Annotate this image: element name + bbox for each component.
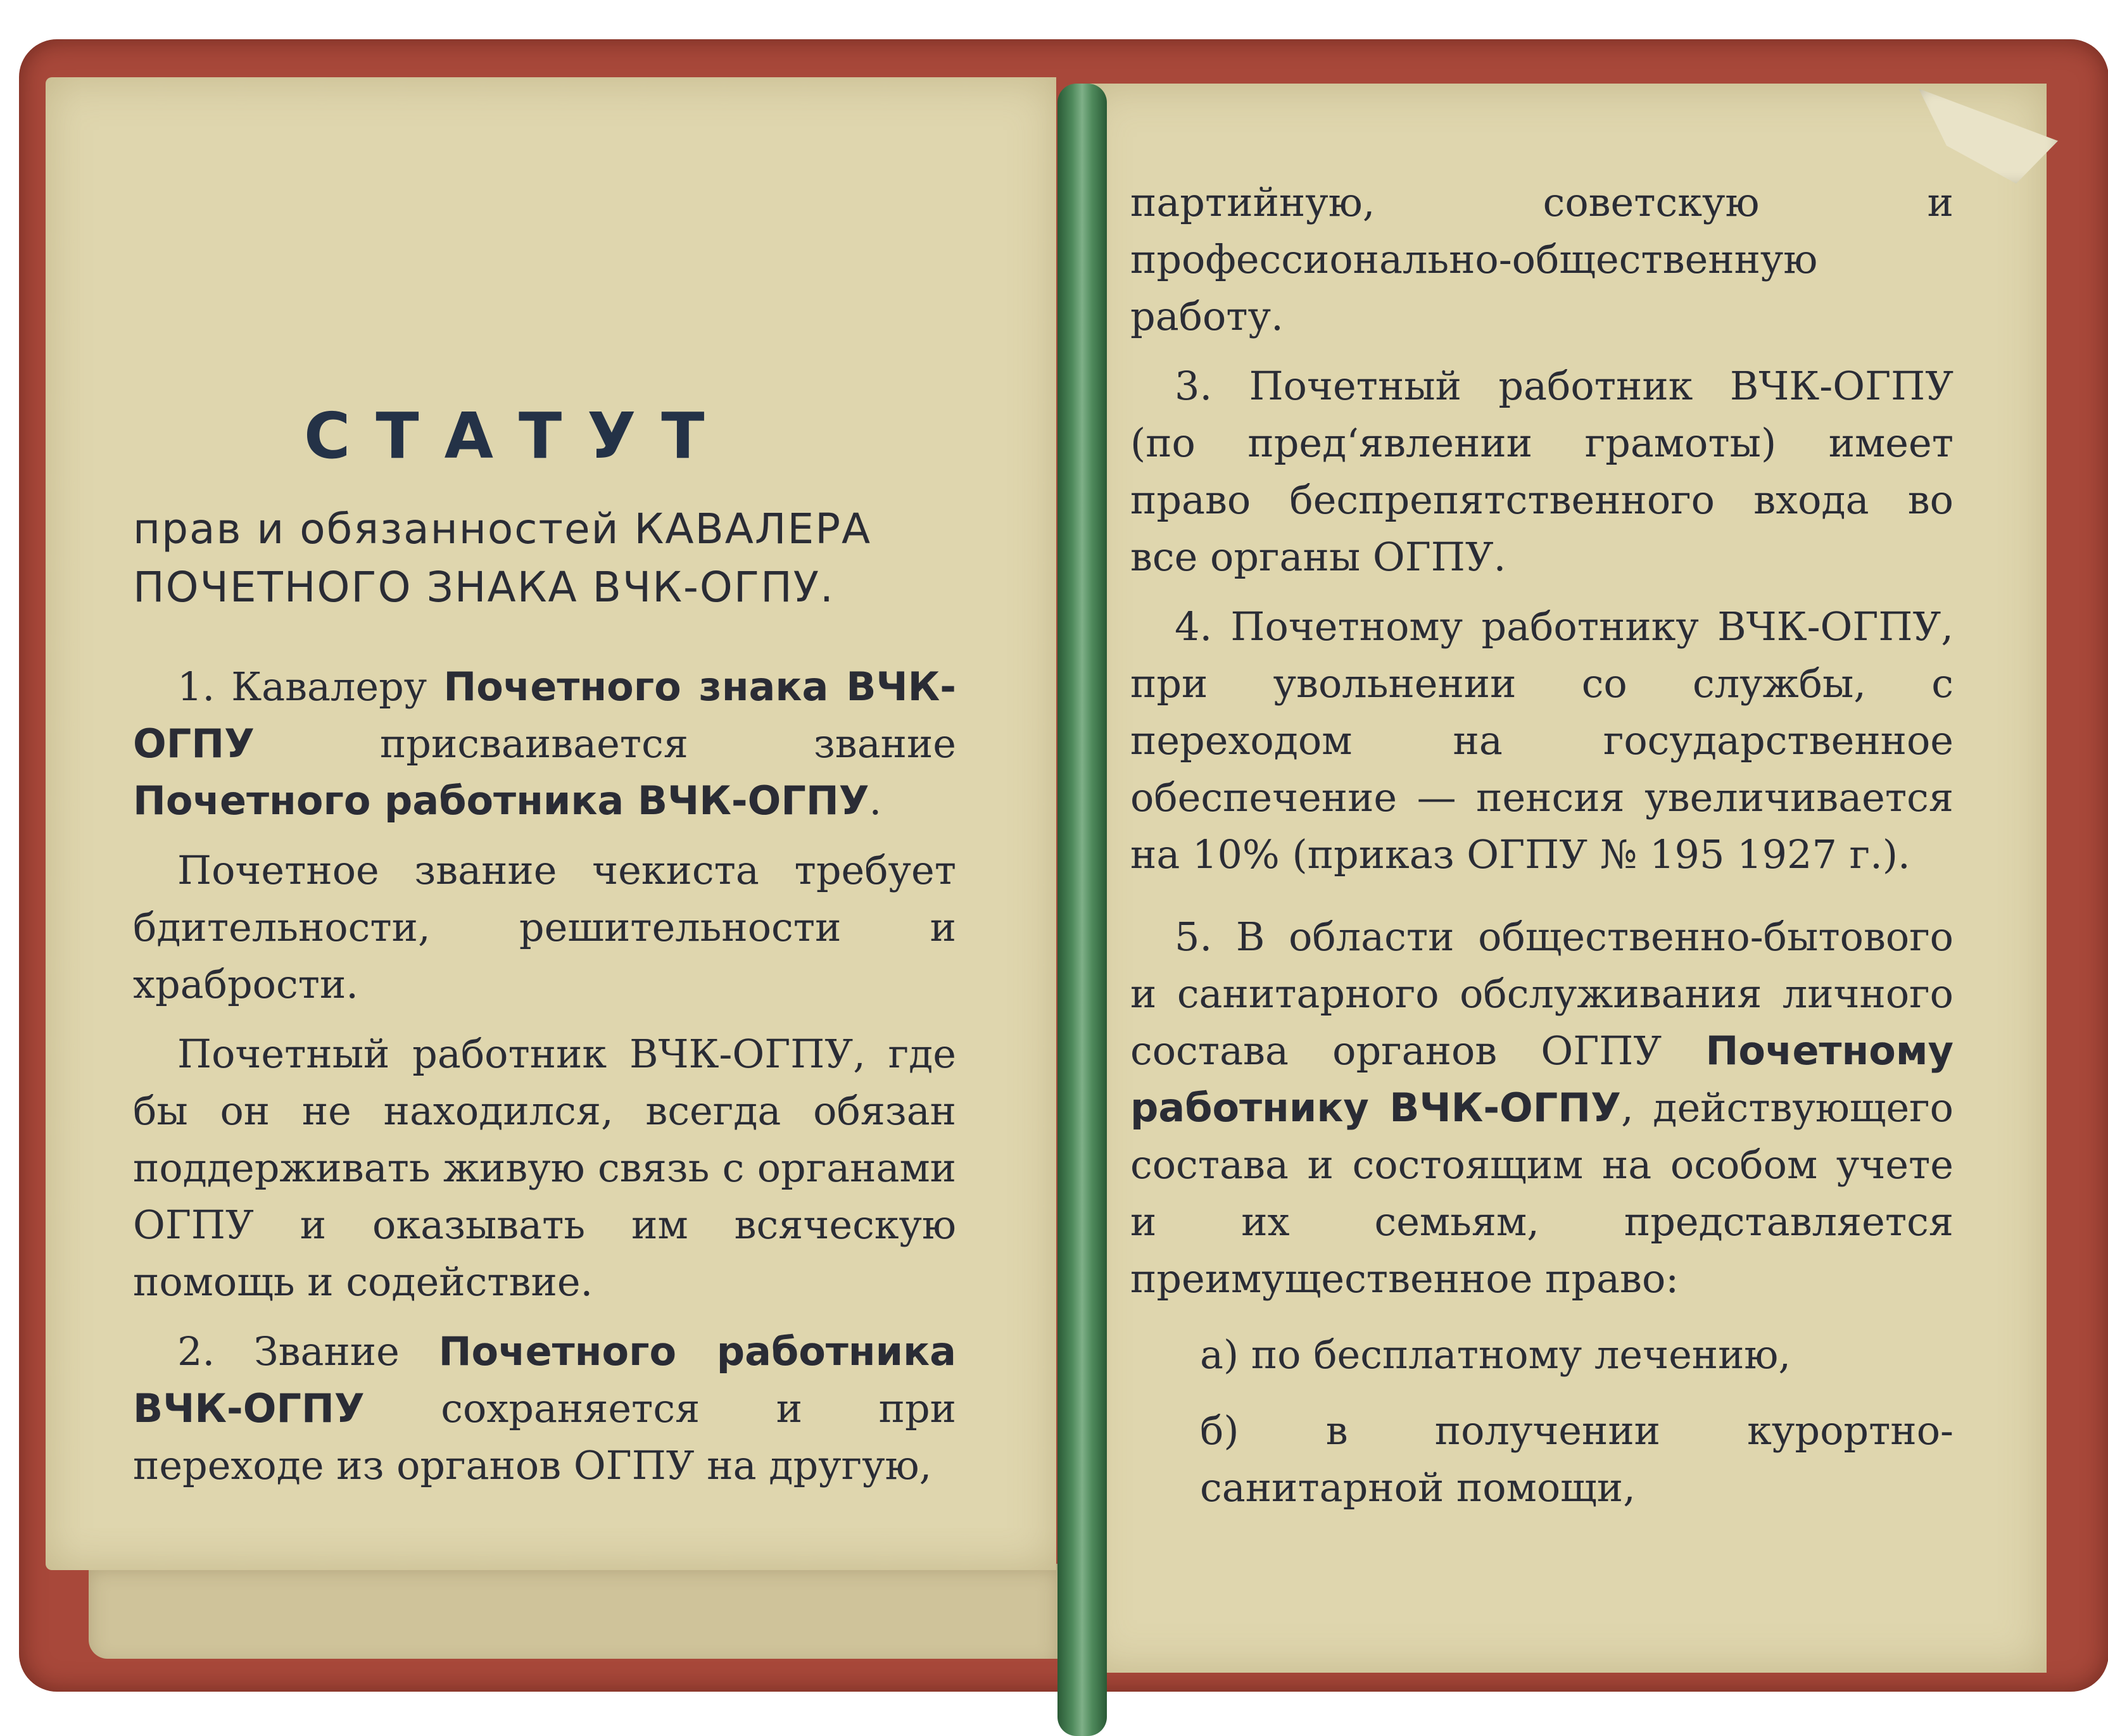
paragraph-2: Почетное звание чекиста требует бдительности, решительности и храбрости. (133, 847, 956, 1007)
right-page-body (1130, 174, 1953, 1516)
list-item-b: б) в получении курортно-санитарной помощи, (1200, 1407, 1953, 1511)
paragraph-continuation: партийную, советскую и профессионально-общественную работу. (1130, 179, 1953, 339)
subtitle-line-1: прав и обязанностей КАВАЛЕРА (133, 505, 872, 553)
paragraph-4: 2. Звание Почетного работника ВЧК-ОГПУ сохраняется и при переходе из органов ОГПУ на другую, (133, 1328, 957, 1488)
left-page-body (133, 658, 956, 1494)
paragraph-5: 3. Почетный работник ВЧК-ОГПУ (по пред‘явлении грамоты) имеет право беспрепятственного входа во все органы ОГПУ. (1130, 363, 1953, 580)
green-elastic-band (1057, 84, 1107, 1736)
list-item-a: а) по бесплатному лечению, (1200, 1331, 1791, 1378)
paragraph-7: 5. В области общественно-бытового и санитарного обслуживания личного состава органов ОГПУ Почетному работнику ВЧК-ОГПУ, действующего состава и состоящим на особом учете и их семьям, представляется преимущественное право: (1130, 914, 1953, 1302)
page-stack-edge (89, 1564, 1057, 1659)
statute-title: СТАТУТ (304, 399, 730, 473)
subtitle-line-2: ПОЧЕТНОГО ЗНАКА ВЧК-ОГПУ. (133, 563, 835, 612)
statute-subtitle (133, 500, 956, 617)
paragraph-6: 4. Почетному работнику ВЧК-ОГПУ, при увольнении со службы, с переходом на государственное обеспечение — пенсия увеличивается на 10% (приказ ОГПУ № 195 1927 г.). (1130, 603, 1953, 877)
paragraph-1: 1. Кавалеру Почетного знака ВЧК-ОГПУ присваивается звание Почетного работника ВЧК-ОГПУ. (133, 664, 956, 824)
paragraph-3: Почетный работник ВЧК-ОГПУ, где бы он не находился, всегда обязан поддерживать живую связь с органами ОГПУ и оказывать им всяческую помощь и содействие. (133, 1031, 956, 1305)
